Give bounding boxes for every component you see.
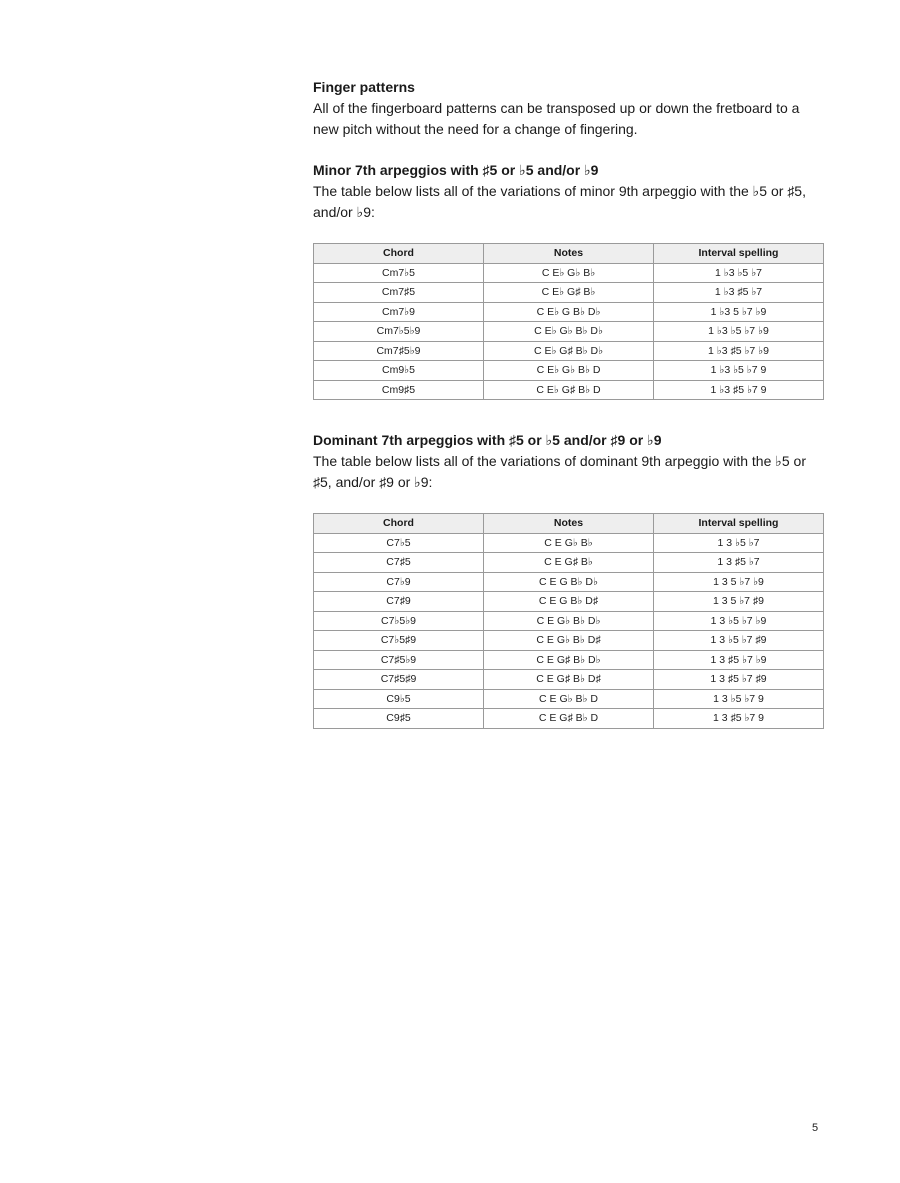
table-row: [314, 533, 824, 553]
chord-cell: C7♯5♯9: [314, 670, 484, 690]
interval-cell: 1 3 ♯5 ♭7: [654, 553, 824, 573]
minor-arpeggios-table: [313, 243, 824, 400]
interval-cell: 1 ♭3 5 ♭7 ♭9: [654, 302, 824, 322]
notes-cell: C E G♭ B♭: [484, 533, 654, 553]
dominant-arpeggios-table: [313, 513, 824, 729]
chord-cell: C9♭5: [314, 689, 484, 709]
table-row: [314, 631, 824, 651]
finger-patterns-heading: Finger patterns: [313, 79, 415, 95]
notes-cell: C E G B♭ D♯: [484, 592, 654, 612]
column-header-chord: Chord: [314, 514, 484, 534]
minor-arpeggios-text: The table below lists all of the variations of minor 9th arpeggio with the ♭5 or ♯5, and/or ♭9:: [313, 183, 806, 220]
interval-cell: 1 3 ♭5 ♭7: [654, 533, 824, 553]
table-row: [314, 670, 824, 690]
interval-cell: 1 ♭3 ♯5 ♭7: [654, 283, 824, 303]
chord-cell: C7♯9: [314, 592, 484, 612]
chord-cell: Cm7♭9: [314, 302, 484, 322]
interval-cell: 1 ♭3 ♭5 ♭7: [654, 263, 824, 283]
interval-cell: 1 ♭3 ♭5 ♭7 9: [654, 361, 824, 381]
chord-cell: C7♭5: [314, 533, 484, 553]
interval-cell: 1 ♭3 ♭5 ♭7 ♭9: [654, 322, 824, 342]
page-number: 5: [812, 1122, 819, 1134]
notes-cell: C E♭ G♯ B♭: [484, 283, 654, 303]
notes-cell: C E♭ G♭ B♭: [484, 263, 654, 283]
chord-cell: Cm9♭5: [314, 361, 484, 381]
interval-cell: 1 3 ♭5 ♭7 ♯9: [654, 631, 824, 651]
interval-cell: 1 3 ♯5 ♭7 ♯9: [654, 670, 824, 690]
table-row: [314, 283, 824, 303]
interval-cell: 1 3 ♭5 ♭7 9: [654, 689, 824, 709]
table-row: [314, 709, 824, 729]
table-row: [314, 380, 824, 400]
table-row: [314, 361, 824, 381]
notes-cell: C E♭ G♯ B♭ D♭: [484, 341, 654, 361]
finger-patterns-text: All of the fingerboard patterns can be transposed up or down the fretboard to a new pitch without the need for a change of fingering.: [313, 100, 800, 137]
table-row: [314, 341, 824, 361]
chord-cell: C7♯5♭9: [314, 650, 484, 670]
minor-arpeggios-heading: Minor 7th arpeggios with ♯5 or ♭5 and/or ♭9: [313, 162, 599, 178]
chord-cell: C7♯5: [314, 553, 484, 573]
table-row: [314, 263, 824, 283]
notes-cell: C E♭ G♭ B♭ D♭: [484, 322, 654, 342]
table-row: [314, 322, 824, 342]
chord-cell: C7♭5♭9: [314, 611, 484, 631]
notes-cell: C E G♯ B♭: [484, 553, 654, 573]
table-row: [314, 592, 824, 612]
notes-cell: C E G♯ B♭ D: [484, 709, 654, 729]
notes-cell: C E G♭ B♭ D: [484, 689, 654, 709]
dominant-arpeggios-text: The table below lists all of the variations of dominant 9th arpeggio with the ♭5 or ♯5, and/or ♯9 or ♭9:: [313, 453, 806, 490]
table-row: [314, 572, 824, 592]
interval-cell: 1 ♭3 ♯5 ♭7 ♭9: [654, 341, 824, 361]
interval-cell: 1 3 5 ♭7 ♯9: [654, 592, 824, 612]
dominant-arpeggios-heading: Dominant 7th arpeggios with ♯5 or ♭5 and/or ♯9 or ♭9: [313, 432, 662, 448]
chord-cell: Cm7♭5: [314, 263, 484, 283]
table-row: [314, 689, 824, 709]
chord-cell: C7♭5♯9: [314, 631, 484, 651]
notes-cell: C E♭ G♯ B♭ D: [484, 380, 654, 400]
interval-cell: 1 3 ♭5 ♭7 ♭9: [654, 611, 824, 631]
column-header-interval: Interval spelling: [654, 244, 824, 264]
column-header-notes: Notes: [484, 244, 654, 264]
table-row: [314, 302, 824, 322]
chord-cell: Cm9♯5: [314, 380, 484, 400]
notes-cell: C E♭ G♭ B♭ D: [484, 361, 654, 381]
chord-cell: Cm7♯5: [314, 283, 484, 303]
interval-cell: 1 ♭3 ♯5 ♭7 9: [654, 380, 824, 400]
page-content: [313, 77, 823, 729]
interval-cell: 1 3 ♯5 ♭7 ♭9: [654, 650, 824, 670]
chord-cell: C7♭9: [314, 572, 484, 592]
interval-cell: 1 3 ♯5 ♭7 9: [654, 709, 824, 729]
interval-cell: 1 3 5 ♭7 ♭9: [654, 572, 824, 592]
chord-cell: Cm7♯5♭9: [314, 341, 484, 361]
notes-cell: C E G♭ B♭ D♯: [484, 631, 654, 651]
table-row: [314, 611, 824, 631]
table-header-row: [314, 514, 824, 534]
table-row: [314, 553, 824, 573]
notes-cell: C E G♯ B♭ D♭: [484, 650, 654, 670]
notes-cell: C E♭ G B♭ D♭: [484, 302, 654, 322]
notes-cell: C E G B♭ D♭: [484, 572, 654, 592]
column-header-notes: Notes: [484, 514, 654, 534]
table-header-row: [314, 244, 824, 264]
chord-cell: Cm7♭5♭9: [314, 322, 484, 342]
notes-cell: C E G♭ B♭ D♭: [484, 611, 654, 631]
column-header-interval: Interval spelling: [654, 514, 824, 534]
column-header-chord: Chord: [314, 244, 484, 264]
table-row: [314, 650, 824, 670]
chord-cell: C9♯5: [314, 709, 484, 729]
notes-cell: C E G♯ B♭ D♯: [484, 670, 654, 690]
